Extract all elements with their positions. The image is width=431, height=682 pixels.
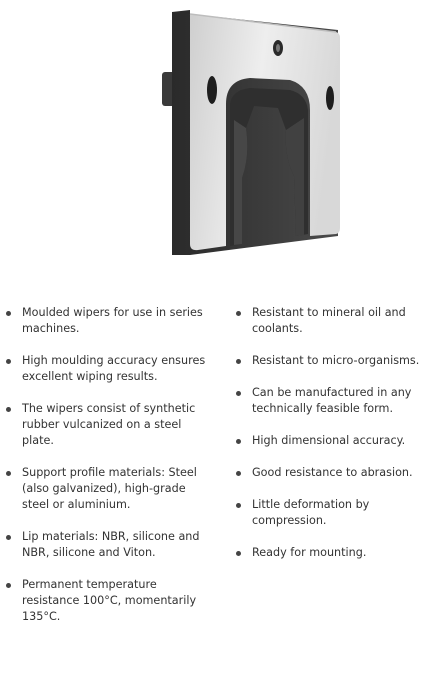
- list-item: [6, 401, 206, 449]
- bullet-icon: [6, 471, 11, 476]
- feature-text: Permanent temperature resistance 100°C, momentarily 135°C.: [22, 578, 197, 623]
- feature-text: Good resistance to abrasion.: [252, 466, 413, 479]
- bullet-icon: [236, 311, 241, 316]
- list-item: [236, 353, 431, 369]
- list-item: [6, 529, 206, 561]
- feature-text: Resistant to mineral oil and coolants.: [252, 306, 406, 335]
- bullet-icon: [6, 583, 11, 588]
- feature-text: Resistant to micro-organisms.: [252, 354, 420, 367]
- bullet-icon: [236, 551, 241, 556]
- list-item: [236, 545, 431, 561]
- bullet-icon: [6, 311, 11, 316]
- bullet-icon: [236, 439, 241, 444]
- feature-list-right: [236, 305, 431, 577]
- feature-text: Ready for mounting.: [252, 546, 367, 559]
- bullet-icon: [236, 359, 241, 364]
- bullet-icon: [236, 471, 241, 476]
- feature-text: Lip materials: NBR, silicone and NBR, silicone and Viton.: [22, 530, 200, 559]
- feature-text: Little deformation by compression.: [252, 498, 370, 527]
- feature-list-left: [6, 305, 206, 641]
- bullet-icon: [236, 503, 241, 508]
- feature-text: High moulding accuracy ensures excellent wiping results.: [22, 354, 206, 383]
- feature-text: Support profile materials: Steel (also galvanized), high-grade steel or aluminium.: [22, 466, 197, 511]
- bullet-icon: [6, 407, 11, 412]
- feature-text: Moulded wipers for use in series machines.: [22, 306, 203, 335]
- bullet-icon: [6, 535, 11, 540]
- list-item: [236, 433, 431, 449]
- feature-text: High dimensional accuracy.: [252, 434, 406, 447]
- bullet-icon: [236, 391, 241, 396]
- list-item: [6, 305, 206, 337]
- list-item: [6, 353, 206, 385]
- wiper-product-photo: [150, 0, 350, 265]
- list-item: [236, 497, 431, 529]
- list-item: [236, 385, 431, 417]
- feature-text: Can be manufactured in any technically feasible form.: [252, 386, 412, 415]
- list-item: [236, 305, 431, 337]
- feature-text: The wipers consist of synthetic rubber vulcanized on a steel plate.: [22, 402, 196, 447]
- list-item: [236, 465, 431, 481]
- bullet-icon: [6, 359, 11, 364]
- list-item: [6, 465, 206, 513]
- list-item: [6, 577, 206, 625]
